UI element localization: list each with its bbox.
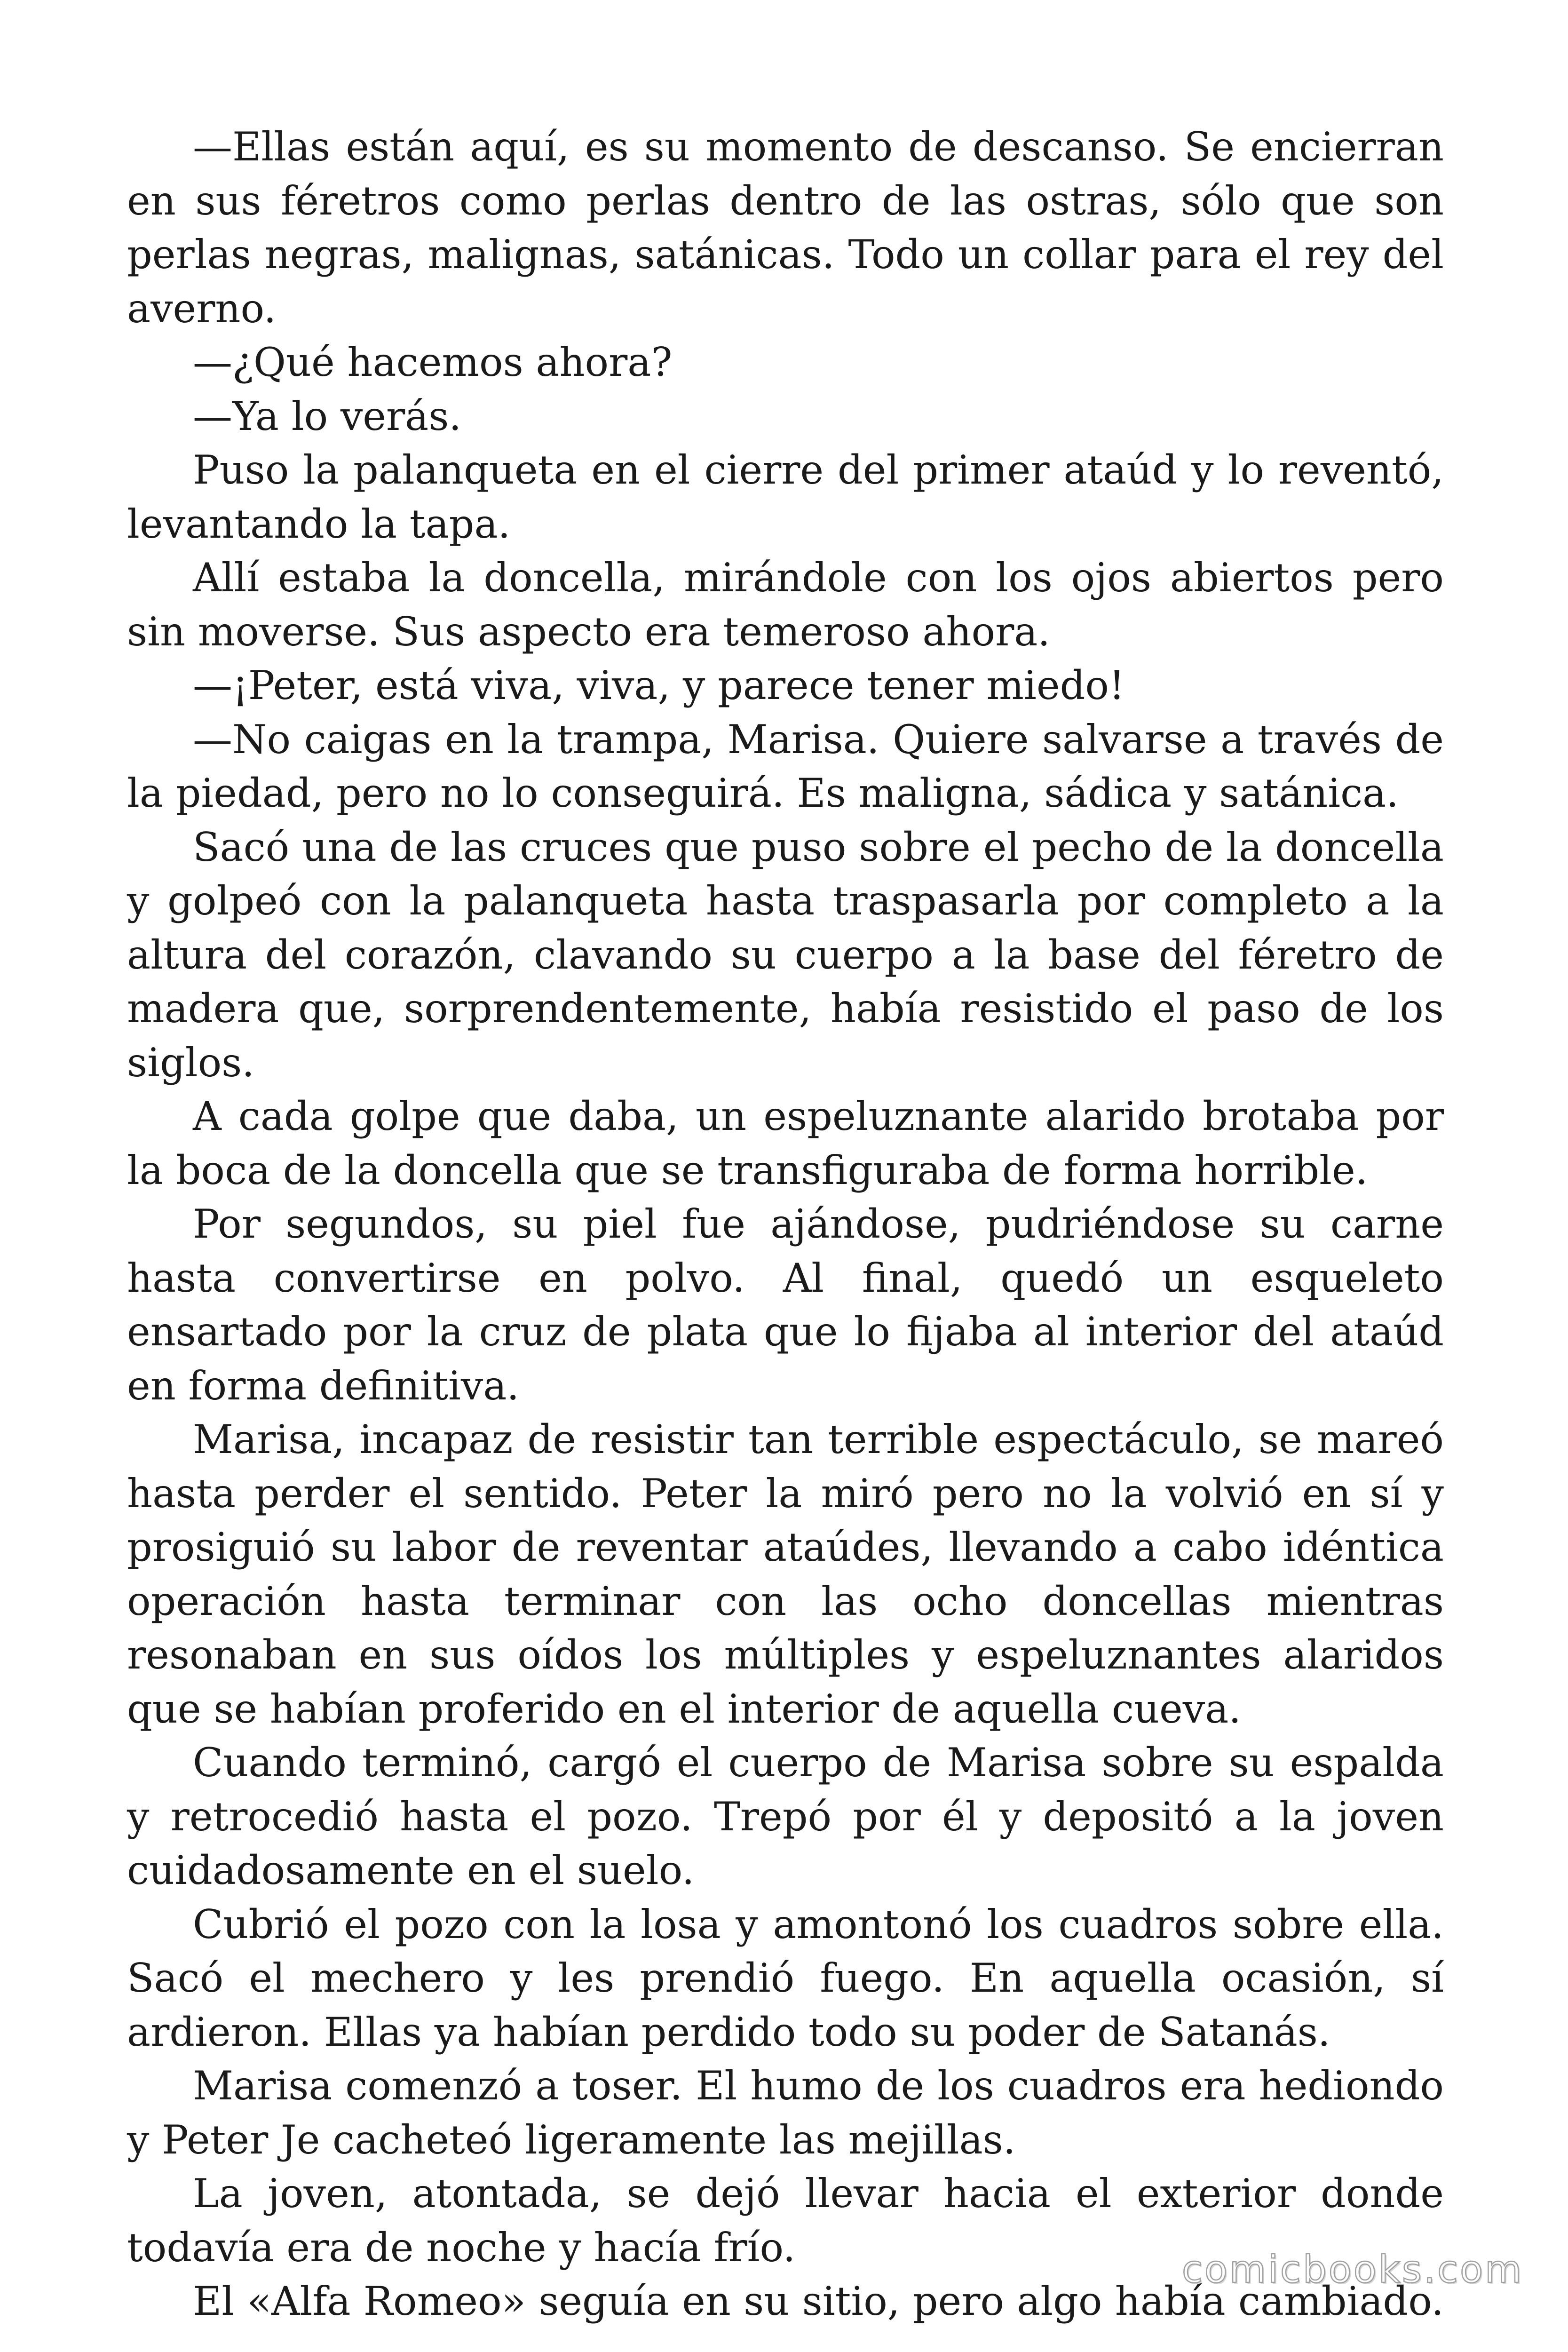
paragraph: A cada golpe que daba, un espeluznante alarido brotaba por la boca de la doncella que se transfiguraba de forma horrible. [127,1093,1444,1193]
paragraph: Puso la palanqueta en el cierre del primer ataúd y lo reventó, levantando la tapa. [127,447,1444,547]
paragraph: Por segundos, su piel fue ajándose, pudriéndose su carne hasta convertirse en polvo. Al final, quedó un esqueleto ensartado por la cruz de plata que lo fijaba al interior del ataúd en forma definitiva. [127,1201,1444,1409]
paragraph: El «Alfa Romeo» seguía en su sitio, pero algo había cambiado. [193,2278,1444,2324]
paragraph: —Ellas están aquí, es su momento de descanso. Se encierran en sus féretros como perlas dentro de las ostras, sólo que son perlas negras, malignas, satánicas. Todo un collar para el rey del averno. [127,124,1444,332]
paragraph: La joven, atontada, se dejó llevar hacia el exterior donde todavía era de noche y hacía frío. [127,2170,1444,2271]
book-page-text [127,120,1444,2328]
paragraph: Cubrió el pozo con la losa y amontonó los cuadros sobre ella. Sacó el mechero y les prendió fuego. En aquella ocasión, sí ardieron. Ellas ya habían perdido todo su poder de Satanás. [127,1901,1444,2055]
paragraph: Cuando terminó, cargó el cuerpo de Marisa sobre su espalda y retrocedió hasta el pozo. Trepó por él y depositó a la joven cuidadosamente en el suelo. [127,1740,1444,1893]
paragraph: Marisa, incapaz de resistir tan terrible espectáculo, se mareó hasta perder el sentido. Peter la miró pero no la volvió en sí y prosiguió su labor de reventar ataúdes, llevando a cabo idéntica operación hasta terminar con las ocho doncellas mientras resonaban en sus oídos los múltiples y espeluznantes alaridos que se habían proferido en el interior de aquella cueva. [127,1416,1444,1732]
watermark: comicbooks.com [1181,2248,1523,2291]
paragraph: Marisa comenzó a toser. El humo de los cuadros era hediondo y Peter Je cacheteó ligeramente las mejillas. [127,2063,1444,2163]
paragraph: —¿Qué hacemos ahora? [193,339,673,385]
paragraph: —Ya lo verás. [193,393,462,439]
paragraph: —¡Peter, está viva, viva, y parece tener miedo! [193,662,1125,708]
paragraph: —No caigas en la trampa, Marisa. Quiere salvarse a través de la piedad, pero no lo conseguirá. Es maligna, sádica y satánica. [127,716,1444,816]
paragraph: Sacó una de las cruces que puso sobre el pecho de la doncella y golpeó con la palanqueta hasta traspasarla por completo a la altura del corazón, clavando su cuerpo a la base del féretro de madera que, sorprendentemente, había resistido el paso de los siglos. [127,824,1444,1086]
paragraph: Allí estaba la doncella, mirándole con los ojos abiertos pero sin moverse. Sus aspecto era temeroso ahora. [127,555,1444,655]
